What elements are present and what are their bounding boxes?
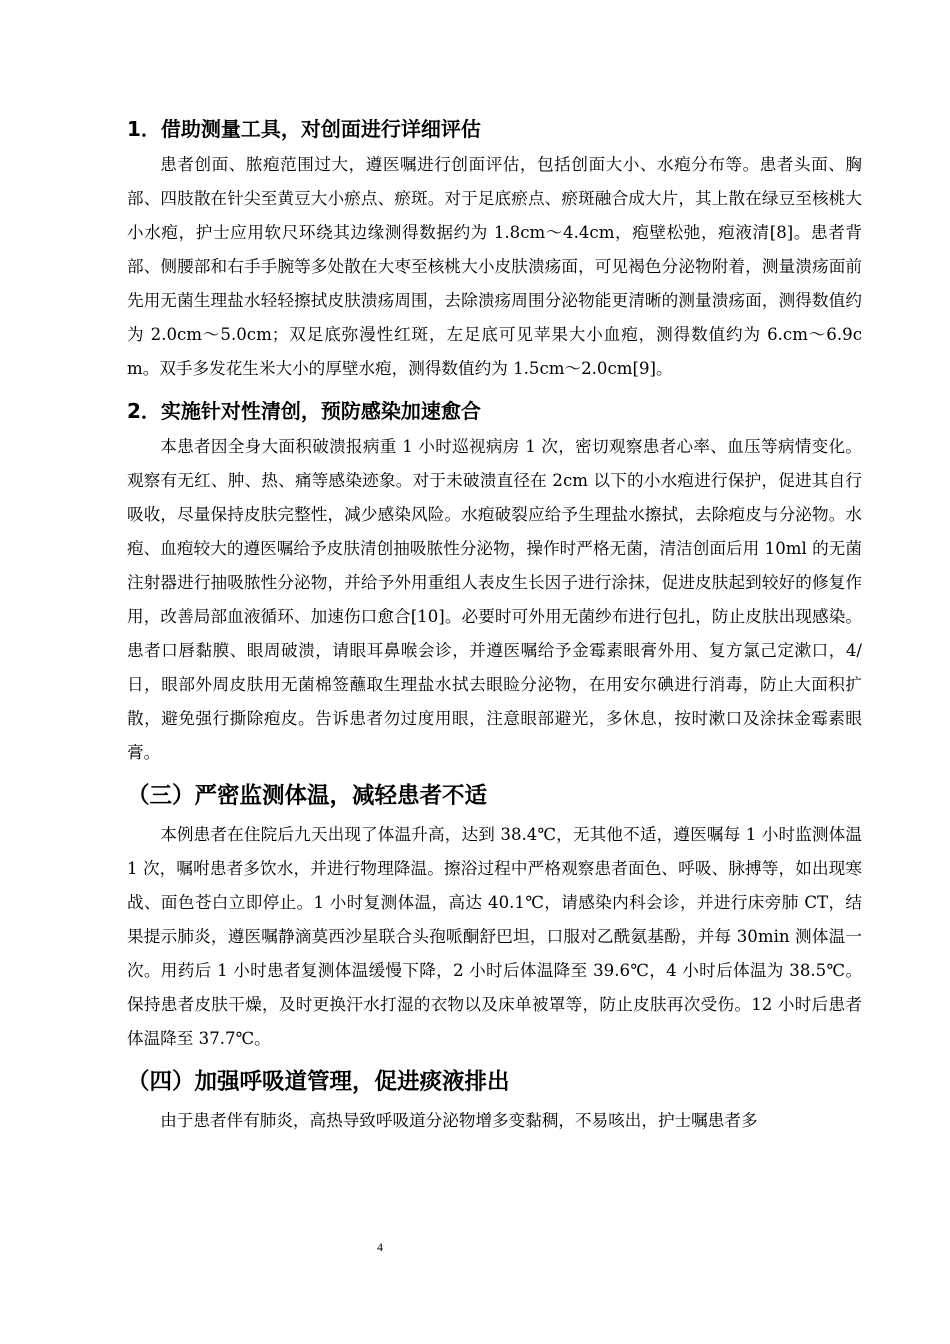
section-heading-4: （四）加强呼吸道管理，促进痰液排出 <box>127 1069 510 1095</box>
section-paragraph-3: 本例患者在住院后九天出现了体温升高，达到 38.4℃，无其他不适，遵医嘱每 1 小时监测体温 1 次，嘱咐患者多饮水，并进行物理降温。擦浴过程中严格观察患者面色、呼吸、脉搏等，如出现寒战、面色苍白立即停止。1 小时复测体温，高达 40.1℃，请感染内科会诊，并进行床旁肺 CT，结果提示肺炎，遵医嘱静滴莫西沙星联合头孢哌酮舒巴坦，口服对乙酰氨基酚，并每 30min 测体温一次。用药后 1 小时患者复测体温缓慢下降，2 小时后体温降至 39.6℃，4 小时后体温为 38.5℃。保持患者皮肤干燥，及时更换汗水打湿的衣物以及床单被罩等，防止皮肤再次受伤。12 小时后患者体温降至 37.7℃。 <box>127 825 862 1048</box>
section-heading-1: 1．借助测量工具，对创面进行详细评估 <box>127 117 481 141</box>
section-heading-3: （三）严密监测体温，减轻患者不适 <box>127 783 488 809</box>
section-heading-2: 2．实施针对性清创，预防感染加速愈合 <box>127 399 481 423</box>
page-content <box>127 112 862 1146</box>
section-paragraph-2: 本患者因全身大面积破溃报病重 1 小时巡视病房 1 次，密切观察患者心率、血压等病情变化。观察有无红、肿、热、痛等感染迹象。对于未破溃直径在 2cm 以下的小水疱进行保护，促进其自行吸收，尽量保持皮肤完整性，减少感染风险。水疱破裂应给予生理盐水擦拭，去除疱皮与分泌物。水疱、血疱较大的遵医嘱给予皮肤清创抽吸脓性分泌物，操作时严格无菌，清洁创面后用 10ml 的无菌注射器进行抽吸脓性分泌物，并给予外用重组人表皮生长因子进行涂抹，促进皮肤起到较好的修复作用，改善局部血液循环、加速伤口愈合[10]。必要时可外用无菌纱布进行包扎，防止皮肤出现感染。患者口唇黏膜、眼周破溃，请眼耳鼻喉会诊，并遵医嘱给予金霉素眼膏外用、复方氯己定漱口，4/日，眼部外周皮肤用无菌棉签蘸取生理盐水拭去眼睑分泌物，在用安尔碘进行消毒，防止大面积扩散，避免强行撕除疱皮。告诉患者勿过度用眼，注意眼部避光，多休息，按时漱口及涂抹金霉素眼膏。 <box>127 437 862 762</box>
page-footer <box>0 1240 950 1255</box>
section-paragraph-1: 患者创面、脓疱范围过大，遵医嘱进行创面评估，包括创面大小、水疱分布等。患者头面、胸部、四肢散在针尖至黄豆大小瘀点、瘀斑。对于足底瘀点、瘀斑融合成大片，其上散在绿豆至核桃大小水疱，护士应用软尺环绕其边缘测得数据约为 1.8cm～4.4cm，疱壁松弛，疱液清[8]。患者背部、侧腰部和右手手腕等多处散在大枣至核桃大小皮肤溃疡面，可见褐色分泌物附着，测量溃疡面前先用无菌生理盐水轻轻擦拭皮肤溃疡周围，去除溃疡周围分泌物能更清晰的测量溃疡面，测得数值约为 2.0cm～5.0cm；双足底弥漫性红斑，左足底可见苹果大小血疱，测得数值约为 6.cm～6.9cm。双手多发花生米大小的厚壁水疱，测得数值约为 1.5cm～2.0cm[9]。 <box>127 155 862 378</box>
section-paragraph-4: 由于患者伴有肺炎，高热导致呼吸道分泌物增多变黏稠，不易咳出，护士嘱患者多 <box>160 1111 758 1130</box>
page-number: 4 <box>377 1240 383 1254</box>
